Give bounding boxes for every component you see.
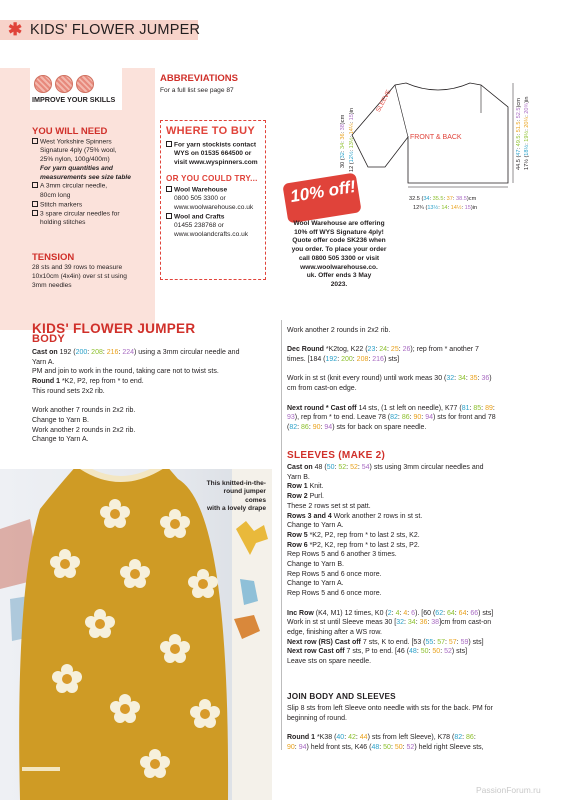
front-back-label: FRONT & BACK <box>410 134 462 141</box>
flower-motif <box>50 549 80 579</box>
flower-motif <box>190 699 220 729</box>
you-will-need-list: West Yorkshire Spinners Signature 4ply (75% wool, 25% nylon, 100g/400m) For yarn quantities and measurements see size table A 3mm circular needle, 80cm long Stitch markers 3 spare circular needles for holding stitches <box>32 138 156 228</box>
checkbox-icon <box>32 201 38 207</box>
join-title: JOIN BODY AND SLEEVES <box>287 692 396 701</box>
stockist-info: For yarn stockists contact WYS on 01535 664500 or visit www.wyspinners.com <box>166 141 266 168</box>
pattern-subtitle: BODY <box>32 333 65 345</box>
checkbox-icon <box>32 182 38 188</box>
body-instructions: Cast on 192 (200: 208: 216: 224) using a 3mm circular needle and Yarn A. PM and join to work in the round, taking care not to twist sts. Round 1 *K2, P2, rep from * to end. This round sets 2x2 rib. Work another 7 rounds in 2x2 rib. Change to Yarn B. Work another 2 rounds in 2x2 rib. Change to Yarn A. <box>32 349 240 444</box>
asterisk-icon: ✱ <box>8 20 23 39</box>
sleeve-length-cm: 30 (32: 34: 36: 38)cm <box>340 114 346 168</box>
flower-motif <box>160 509 190 539</box>
you-will-need-title: YOU WILL NEED <box>32 126 108 137</box>
flower-motif <box>52 664 82 694</box>
column-divider <box>281 320 282 750</box>
photo-caption: This knitted-in-the- round jumper comes with a lovely drape <box>206 480 266 513</box>
checkbox-icon <box>166 186 172 192</box>
body-width-cm: 32.5 (34: 35.5: 37: 38.5)cm <box>409 196 477 202</box>
abbreviations-text: For a full list see page 87 <box>160 87 234 94</box>
flower-motif <box>100 499 130 529</box>
checkbox-icon <box>32 138 38 144</box>
sleeves-title: SLEEVES (MAKE 2) <box>287 450 386 461</box>
yarn-ball-icon <box>76 75 94 93</box>
checkbox-icon <box>32 210 38 216</box>
garment-schematic <box>340 75 540 190</box>
flower-motif <box>110 694 140 724</box>
flower-motif <box>160 634 190 664</box>
pattern-title: KIDS' FLOWER JUMPER <box>32 321 196 336</box>
yarn-ball-icon <box>34 75 52 93</box>
watermark: PassionForum.ru <box>476 785 541 795</box>
flower-motif <box>120 559 150 589</box>
sleeves-instructions: Cast on 48 (50: 52: 52: 54) sts using 3mm circular needles and Yarn B. Row 1 Knit. Row 2 Purl. These 2 rows set st st patt. Rows 3 and 4 Work another 2 rows in st st. Change to Yarn A. Row 5 *K2, P2, rep from * to last 2 sts, K2. Row 6 *P2, K2, rep from * to last 2 sts, P2. Rep Rows 5 and 6 another 3 times. Change to Yarn B. Rep Rows 5 and 6 once more. Change to Yarn A. Rep Rows 5 and 6 once more. Inc Row (K4, M1) 12 times, K0 (2: 4: 4: 6). [60 (62: 64: 64: 66) sts] Work in st st until Sleeve meas 30 [32: 34: 36: 38]cm from cast-on edge, finishing after a WS row. Next row (RS) Cast off 7 sts, K to end. [53 (55: 57: 57: 59) sts] Next row Cast off 7 sts, P to end. [46 (48: 50: 50: 52) sts] Leave sts on spare needle. <box>287 464 494 666</box>
body-length-in: 17½ (18½: 19½: 20¼: 20¾)in <box>524 96 530 170</box>
sleeve-length-in: 12 (12½: 13½: 14¼: 15)in <box>349 107 355 172</box>
page-title: KIDS' FLOWER JUMPER <box>30 22 201 38</box>
flower-motif <box>140 749 170 779</box>
where-to-buy-title: WHERE TO BUY <box>166 125 255 137</box>
flower-motif <box>188 569 218 599</box>
or-try-title: OR YOU COULD TRY... <box>166 174 258 183</box>
skill-label: IMPROVE YOUR SKILLS <box>32 95 116 104</box>
body-length-cm: 44.5 (47: 49.5: 51.5: 52.5)cm <box>516 98 522 170</box>
flower-motif <box>85 609 115 639</box>
join-instructions: Slip 8 sts from left Sleeve onto needle with sts for the back. PM for beginning of round. Round 1 *K38 (40: 42: 44) sts from left Sleeve), K78 (82: 86: 90: 94) held front sts, K46 (48: 50: 50: 52) held right Sleeve sts, <box>287 705 493 751</box>
yarn-ball-icon <box>55 75 73 93</box>
offer-headline: 10% off! <box>288 176 357 207</box>
sleeve-label: SLEEVE <box>375 88 393 114</box>
shop-list: Wool Warehouse 0800 505 3300 or www.woolwarehouse.co.uk Wool and Crafts 01455 238768 or www.woolandcrafts.co.uk <box>166 186 266 240</box>
tension-title: TENSION <box>32 252 75 263</box>
jumper-illustration <box>0 469 272 800</box>
checkbox-icon <box>166 213 172 219</box>
checkbox-icon <box>166 141 172 147</box>
jumper-photo <box>0 469 272 800</box>
right-column: Work another 2 rounds in 2x2 rib. Dec Round *K2tog, K22 (23: 24: 25: 26); rep from * another 7 times. [184 (192: 200: 208: 216) sts] Work in st st (knit every round) until work meas 30 (32: 34: 35: 36) cm from cast-on edge. Next round * Cast off 14 sts, (1 st left on needle), K77 (81: 85: 89: 93), rep from * to end. Leave 78 (82: 86: 90: 94) sts for front and 78 (82: 86: 90: 94) sts for back on spare needle. <box>287 327 496 431</box>
abbreviations-title: ABBREVIATIONS <box>160 73 238 84</box>
schematic-outline <box>352 83 508 183</box>
armhole-line <box>395 85 408 137</box>
tension-text: 28 sts and 39 rows to measure 10x10cm (4x4in) over st st using 3mm needles <box>32 264 127 289</box>
offer-text: Wool Warehouse are offering 10% off WYS Signature 4ply! Quote offer code SK236 when you order. To place your order call 0800 505 3300 or visit www.woolwarehouse.co. uk. Offer ends 3 May 2023. <box>291 220 387 288</box>
body-width-in: 12¾ (13½: 14: 14½: 15)in <box>413 205 478 211</box>
